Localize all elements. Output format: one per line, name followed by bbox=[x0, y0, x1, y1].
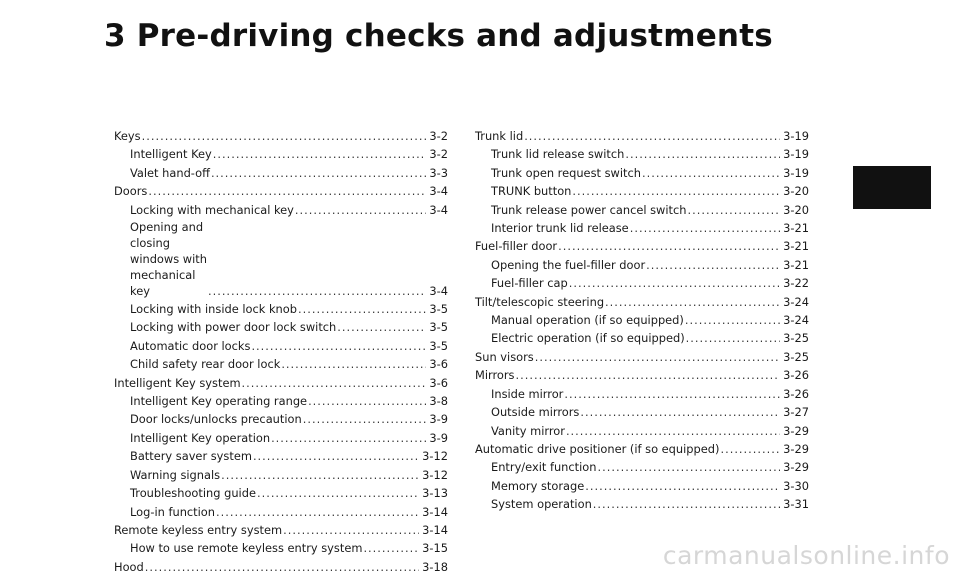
toc-leader-dots bbox=[686, 329, 780, 347]
toc-entry-page: 3-22 bbox=[783, 276, 809, 291]
toc-entry-label: Fuel-filler door bbox=[475, 239, 558, 254]
toc-entry-label: Vanity mirror bbox=[491, 423, 565, 438]
toc-entry-page: 3-29 bbox=[783, 460, 809, 475]
toc-leader-dots bbox=[142, 127, 427, 145]
toc-leader-dots bbox=[720, 440, 780, 458]
toc-leader-dots bbox=[281, 355, 426, 373]
toc-entry[interactable] bbox=[114, 429, 448, 447]
toc-leader-dots bbox=[580, 403, 780, 421]
toc-leader-dots bbox=[630, 219, 780, 237]
toc-leader-dots bbox=[216, 503, 419, 521]
toc-leader-dots bbox=[569, 274, 780, 292]
toc-entry[interactable] bbox=[114, 318, 448, 336]
toc-entry-page: 3-6 bbox=[429, 375, 448, 390]
toc-entry[interactable] bbox=[475, 201, 809, 219]
toc-entry[interactable] bbox=[114, 410, 448, 428]
toc-entry[interactable] bbox=[475, 237, 809, 255]
toc-entry[interactable] bbox=[475, 127, 809, 145]
toc-entry-label: Automatic drive positioner (if so equipped) bbox=[475, 441, 720, 456]
toc-leader-dots bbox=[646, 256, 780, 274]
toc-entry-label: Trunk lid release switch bbox=[491, 147, 625, 162]
toc-entry[interactable] bbox=[114, 392, 448, 410]
toc-entry[interactable] bbox=[114, 355, 448, 373]
toc-entry-label: Electric operation (if so equipped) bbox=[491, 331, 685, 346]
toc-leader-dots bbox=[572, 182, 780, 200]
toc-entry[interactable] bbox=[114, 164, 448, 182]
toc-entry-page: 3-19 bbox=[783, 165, 809, 180]
toc-column-right bbox=[475, 127, 809, 514]
toc-column-left bbox=[114, 127, 448, 576]
toc-entry-page: 3-13 bbox=[422, 486, 448, 501]
toc-leader-dots bbox=[337, 318, 426, 336]
toc-entry[interactable] bbox=[114, 466, 448, 484]
toc-entry-page: 3-2 bbox=[429, 129, 448, 143]
toc-leader-dots bbox=[257, 484, 419, 502]
toc-entry-page: 3-31 bbox=[783, 497, 809, 512]
toc-entry-page: 3-19 bbox=[783, 147, 809, 162]
toc-entry-page: 3-25 bbox=[783, 349, 809, 364]
chapter-tab-marker bbox=[853, 166, 931, 209]
toc-entry-label: Memory storage bbox=[491, 478, 585, 493]
toc-entry-label: Trunk lid bbox=[475, 129, 524, 143]
toc-entry[interactable] bbox=[114, 145, 448, 163]
toc-entry[interactable] bbox=[475, 329, 809, 347]
toc-leader-dots bbox=[308, 392, 426, 410]
toc-entry-page: 3-18 bbox=[422, 559, 448, 574]
toc-leader-dots bbox=[303, 410, 427, 428]
toc-entry-page: 3-6 bbox=[429, 357, 448, 372]
toc-entry-page: 3-29 bbox=[783, 423, 809, 438]
toc-entry-page: 3-8 bbox=[429, 394, 448, 409]
toc-entry[interactable] bbox=[475, 477, 809, 495]
toc-leader-dots bbox=[524, 127, 780, 145]
toc-entry[interactable] bbox=[475, 219, 809, 237]
toc-entry-page: 3-20 bbox=[783, 184, 809, 199]
toc-leader-dots bbox=[516, 366, 781, 384]
toc-leader-dots bbox=[271, 429, 426, 447]
toc-leader-dots bbox=[213, 145, 427, 163]
toc-leader-dots bbox=[688, 201, 781, 219]
toc-entry-label: Opening and closing windows with mechanical key bbox=[130, 220, 207, 299]
watermark-text: carmanualsonline.info bbox=[662, 541, 950, 570]
toc-entry-label: Intelligent Key operation bbox=[130, 430, 271, 445]
toc-leader-dots bbox=[597, 458, 780, 476]
toc-entry[interactable] bbox=[114, 503, 448, 521]
toc-entry-label: Intelligent Key bbox=[130, 147, 212, 162]
toc-entry[interactable] bbox=[475, 403, 809, 421]
toc-entry-label: How to use remote keyless entry system bbox=[130, 541, 363, 556]
toc-entry-label: Automatic door locks bbox=[130, 338, 251, 353]
toc-entry-page: 3-4 bbox=[429, 283, 448, 298]
toc-entry-page: 3-5 bbox=[429, 338, 448, 353]
toc-entry-label: Fuel-filler cap bbox=[491, 276, 568, 291]
toc-leader-dots bbox=[211, 164, 426, 182]
toc-entry-label: Outside mirrors bbox=[491, 405, 580, 420]
toc-entry-label: Hood bbox=[114, 559, 144, 574]
toc-entry[interactable] bbox=[114, 337, 448, 355]
toc-entry-page: 3-24 bbox=[783, 313, 809, 328]
toc-entry-label: Battery saver system bbox=[130, 449, 252, 464]
toc-leader-dots bbox=[535, 348, 780, 366]
toc-entry[interactable] bbox=[114, 558, 448, 576]
toc-entry[interactable] bbox=[475, 256, 809, 274]
toc-entry[interactable] bbox=[114, 374, 448, 392]
toc-entry[interactable] bbox=[475, 274, 809, 292]
toc-entry-page: 3-3 bbox=[429, 165, 448, 180]
toc-leader-dots bbox=[585, 477, 780, 495]
toc-entry[interactable] bbox=[114, 219, 448, 300]
toc-leader-dots bbox=[564, 385, 780, 403]
toc-entry-page: 3-20 bbox=[783, 202, 809, 217]
toc-entry-page: 3-5 bbox=[429, 320, 448, 335]
toc-entry-page: 3-29 bbox=[783, 441, 809, 456]
toc-entry[interactable] bbox=[114, 484, 448, 502]
toc-entry-label: Locking with mechanical key bbox=[130, 202, 294, 217]
toc-entry-page: 3-12 bbox=[422, 467, 448, 482]
toc-entry-page: 3-25 bbox=[783, 331, 809, 346]
toc-entry-label: Mirrors bbox=[475, 368, 515, 383]
toc-leader-dots bbox=[625, 145, 780, 163]
toc-entry-label: Opening the fuel-filler door bbox=[491, 257, 646, 272]
toc-leader-dots bbox=[145, 558, 419, 576]
toc-entry-label: Interior trunk lid release bbox=[491, 221, 629, 236]
toc-entry-page: 3-21 bbox=[783, 257, 809, 272]
toc-entry-label: Log-in function bbox=[130, 504, 215, 519]
toc-entry[interactable] bbox=[114, 201, 448, 219]
toc-entry-label: System operation bbox=[491, 497, 592, 512]
toc-leader-dots bbox=[208, 282, 426, 300]
toc-entry[interactable] bbox=[475, 495, 809, 513]
toc-entry[interactable] bbox=[475, 164, 809, 182]
toc-entry-page: 3-26 bbox=[783, 386, 809, 401]
toc-leader-dots bbox=[642, 164, 780, 182]
toc-entry[interactable] bbox=[114, 182, 448, 200]
toc-entry[interactable] bbox=[475, 366, 809, 384]
toc-leader-dots bbox=[558, 237, 780, 255]
toc-entry-page: 3-5 bbox=[429, 302, 448, 317]
toc-entry-label: Trunk release power cancel switch bbox=[491, 202, 687, 217]
toc-entry-page: 3-26 bbox=[783, 368, 809, 383]
toc-entry[interactable] bbox=[475, 458, 809, 476]
toc-entry[interactable] bbox=[475, 348, 809, 366]
toc-entry[interactable] bbox=[475, 385, 809, 403]
toc-entry-page: 3-27 bbox=[783, 405, 809, 420]
toc-entry[interactable] bbox=[114, 539, 448, 557]
toc-entry-page: 3-15 bbox=[422, 541, 448, 556]
toc-entry-label: Troubleshooting guide bbox=[130, 486, 256, 501]
toc-entry-page: 3-9 bbox=[429, 412, 448, 427]
toc-entry-label: Inside mirror bbox=[491, 386, 564, 401]
toc-entry[interactable] bbox=[475, 293, 809, 311]
toc-entry[interactable] bbox=[475, 440, 809, 458]
toc-entry[interactable] bbox=[114, 521, 448, 539]
toc-entry[interactable] bbox=[114, 447, 448, 465]
toc-leader-dots bbox=[298, 300, 426, 318]
toc-entry-page: 3-14 bbox=[422, 522, 448, 537]
toc-entry[interactable] bbox=[475, 182, 809, 200]
toc-entry-page: 3-12 bbox=[422, 449, 448, 464]
toc-entry-label: Door locks/unlocks precaution bbox=[130, 412, 302, 427]
toc-entry-page: 3-4 bbox=[429, 184, 448, 199]
toc-entry-label: Valet hand-off bbox=[130, 165, 210, 180]
toc-entry-page: 3-24 bbox=[783, 294, 809, 309]
toc-entry-page: 3-9 bbox=[429, 430, 448, 445]
toc-entry-label: Intelligent Key operating range bbox=[130, 394, 308, 409]
toc-entry-label: Entry/exit function bbox=[491, 460, 597, 475]
toc-entry[interactable] bbox=[114, 127, 448, 145]
toc-leader-dots bbox=[593, 495, 780, 513]
toc-entry[interactable] bbox=[475, 311, 809, 329]
toc-entry-label: Remote keyless entry system bbox=[114, 522, 283, 537]
toc-entry-label: Keys bbox=[114, 129, 141, 143]
toc-leader-dots bbox=[605, 293, 780, 311]
toc-entry-label: Warning signals bbox=[130, 467, 221, 482]
toc-entry-page: 3-21 bbox=[783, 239, 809, 254]
toc-entry[interactable] bbox=[475, 422, 809, 440]
toc-entry-label: Child safety rear door lock bbox=[130, 357, 281, 372]
toc-entry-label: Sun visors bbox=[475, 349, 534, 364]
toc-entry-label: Locking with power door lock switch bbox=[130, 320, 337, 335]
toc-entry[interactable] bbox=[114, 300, 448, 318]
toc-leader-dots bbox=[685, 311, 780, 329]
toc-entry-page: 3-30 bbox=[783, 478, 809, 493]
toc-entry-label: Manual operation (if so equipped) bbox=[491, 313, 684, 328]
toc-leader-dots bbox=[242, 374, 427, 392]
toc-leader-dots bbox=[148, 182, 426, 200]
toc-entry-label: Locking with inside lock knob bbox=[130, 302, 297, 317]
toc-entry-page: 3-2 bbox=[429, 147, 448, 162]
toc-leader-dots bbox=[251, 337, 426, 355]
toc-entry-label: Trunk open request switch bbox=[491, 165, 641, 180]
toc-leader-dots bbox=[363, 539, 419, 557]
toc-leader-dots bbox=[253, 447, 419, 465]
toc-entry-page: 3-4 bbox=[429, 202, 448, 217]
toc-entry-page: 3-21 bbox=[783, 221, 809, 236]
toc-entry-label: Tilt/telescopic steering bbox=[475, 294, 605, 309]
toc-entry[interactable] bbox=[475, 145, 809, 163]
toc-entry-label: TRUNK button bbox=[491, 184, 572, 199]
toc-entry-label: Doors bbox=[114, 184, 148, 199]
toc-leader-dots bbox=[295, 201, 426, 219]
page-title: 3 Pre-driving checks and adjustments bbox=[104, 18, 773, 54]
toc-entry-page: 3-19 bbox=[783, 129, 809, 143]
toc-entry-label: Intelligent Key system bbox=[114, 375, 241, 390]
toc-leader-dots bbox=[221, 466, 419, 484]
toc-leader-dots bbox=[566, 422, 780, 440]
toc-leader-dots bbox=[283, 521, 419, 539]
toc-entry-page: 3-14 bbox=[422, 504, 448, 519]
